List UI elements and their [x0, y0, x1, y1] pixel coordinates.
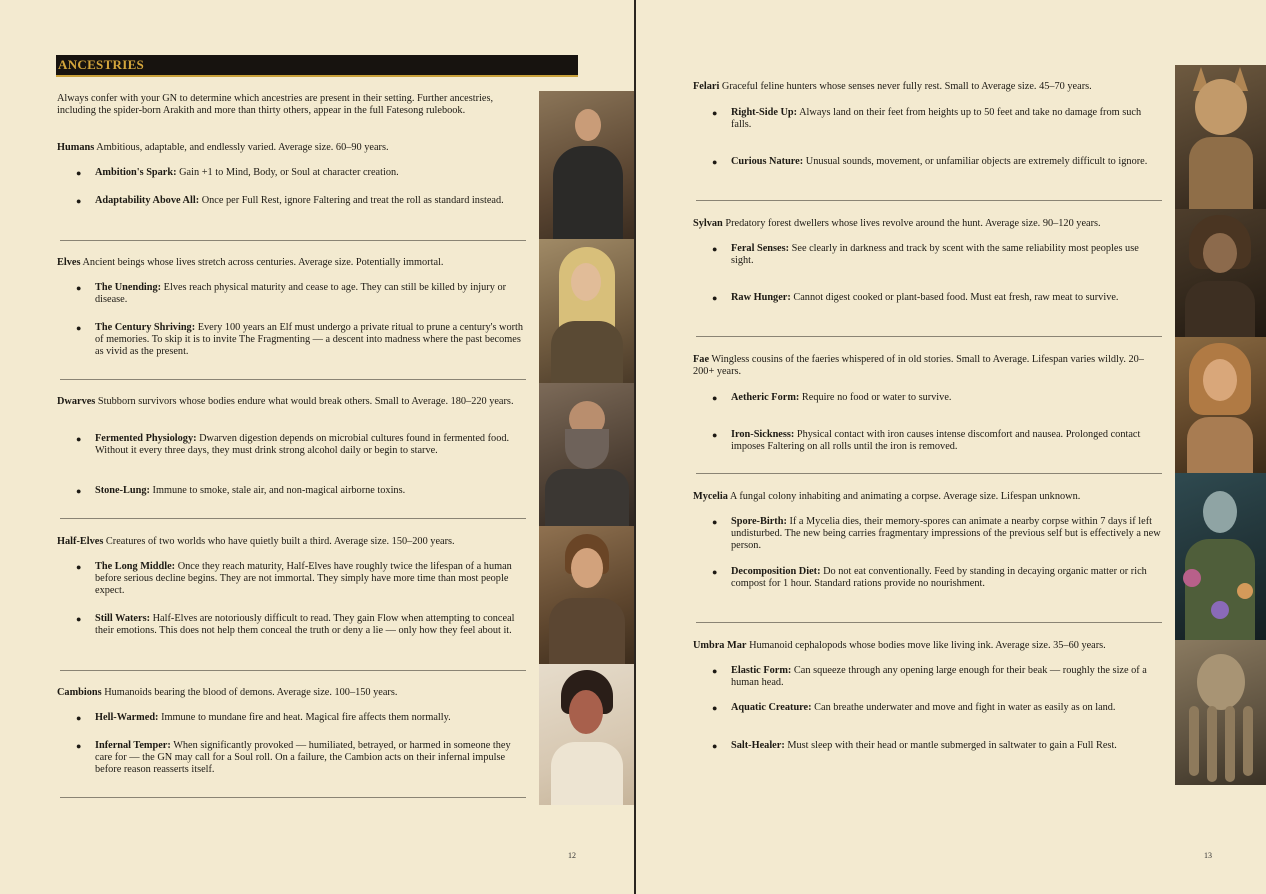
ancestry-name: Felari — [693, 81, 720, 92]
ancestry-description: Graceful feline hunters whose senses never fully rest. Small to Average size. 45–70 years. — [721, 81, 1092, 92]
trait-name: Aetheric Form: — [731, 392, 800, 403]
ancestry-name: Umbra Mar — [693, 640, 747, 651]
divider — [696, 336, 1162, 337]
bullet-icon: ● — [76, 196, 82, 206]
divider — [696, 473, 1162, 474]
bullet-icon: ● — [76, 434, 82, 444]
cambion-portrait — [539, 664, 634, 805]
sylvan-portrait — [1175, 209, 1266, 337]
portrait-flower — [1211, 601, 1229, 619]
ancestry-name: Humans — [57, 142, 95, 153]
ancestry-name: Fae — [693, 354, 710, 365]
bullet-icon: ● — [712, 567, 718, 577]
trait-name: The Unending: — [95, 282, 162, 293]
portrait-body — [1187, 417, 1253, 473]
trait-text: Must sleep with their head or mantle submerged in saltwater to gain a Full Rest. — [787, 740, 1117, 751]
ancestry-description: Humanoid cephalopods whose bodies move like living ink. Average size. 35–60 years. — [749, 640, 1106, 651]
trait-item — [76, 485, 527, 497]
bullet-icon: ● — [712, 517, 718, 527]
ancestry-description: Ancient beings whose lives stretch across centuries. Average size. Potentially immortal. — [82, 257, 444, 268]
ancestry-name: Mycelia — [693, 491, 728, 502]
divider — [60, 518, 526, 519]
divider — [696, 622, 1162, 623]
portrait-beard — [565, 429, 609, 469]
bullet-icon: ● — [76, 323, 82, 333]
trait-name: Fermented Physiology: — [95, 433, 197, 444]
bullet-icon: ● — [76, 562, 82, 572]
trait-item — [76, 740, 527, 776]
ancestry-heading — [693, 218, 1168, 230]
divider — [60, 670, 526, 671]
trait-item — [712, 243, 1161, 267]
trait-name: Infernal Temper: — [95, 740, 171, 751]
bullet-icon: ● — [76, 741, 82, 751]
trait-text: Always land on their feet from heights up to 50 feet and take no damage from such falls. — [731, 107, 1142, 130]
felari-portrait — [1175, 65, 1266, 209]
portrait-tentacle — [1189, 706, 1199, 776]
ancestry-heading — [57, 687, 527, 699]
trait-name: Raw Hunger: — [731, 292, 791, 303]
trait-name: Adaptability Above All: — [95, 195, 200, 206]
portrait-tentacle — [1207, 706, 1217, 782]
trait-text: Immune to mundane fire and heat. Magical fire affects them normally. — [161, 712, 451, 723]
umbra-mar-portrait — [1175, 640, 1266, 785]
trait-item — [76, 433, 535, 457]
divider — [60, 797, 526, 798]
trait-item — [76, 561, 535, 597]
portrait-face — [1203, 359, 1237, 401]
half-elf-portrait — [539, 526, 634, 664]
trait-text: Can breathe underwater and move and fight in water as easily as on land. — [814, 702, 1116, 713]
trait-text: Dwarven digestion depends on microbial cultures found in fermented food. Without it every three days, they must drink strong alcohol daily or begin to starve. — [95, 433, 510, 456]
dwarf-portrait — [539, 383, 634, 526]
page-number: 12 — [568, 851, 576, 860]
ancestry-heading — [57, 257, 527, 269]
right-page — [636, 0, 1266, 894]
trait-name: Decomposition Diet: — [731, 566, 821, 577]
trait-item — [76, 167, 527, 179]
portrait-armor — [545, 469, 629, 526]
ancestry-heading — [57, 396, 527, 408]
trait-text: Once they reach maturity, Half-Elves have roughly twice the lifespan of a human before serious decline begins. They are not immortal. They simply have more time than most people expect. — [95, 561, 512, 596]
trait-name: Iron-Sickness: — [731, 429, 795, 440]
bullet-icon: ● — [712, 430, 718, 440]
ancestry-description: Predatory forest dwellers whose lives revolve around the hunt. Average size. 90–120 years. — [725, 218, 1101, 229]
portrait-tunic — [551, 321, 623, 383]
trait-name: Stone-Lung: — [95, 485, 150, 496]
trait-text: Once per Full Rest, ignore Faltering and treat the roll as standard instead. — [201, 195, 504, 206]
bullet-icon: ● — [712, 244, 718, 254]
ancestry-heading — [693, 491, 1163, 503]
bullet-icon: ● — [712, 157, 718, 167]
ancestry-heading — [57, 536, 527, 548]
portrait-shirt — [551, 742, 623, 805]
bullet-icon: ● — [712, 293, 718, 303]
bullet-icon: ● — [76, 713, 82, 723]
trait-item — [712, 740, 1161, 752]
trait-item — [712, 392, 1161, 404]
ancestry-heading — [57, 142, 527, 154]
ancestry-name: Sylvan — [693, 218, 723, 229]
bullet-icon: ● — [712, 393, 718, 403]
divider — [696, 200, 1162, 201]
section-banner — [56, 55, 578, 77]
ancestry-description: Humanoids bearing the blood of demons. Average size. 100–150 years. — [104, 687, 398, 698]
ancestry-description: Wingless cousins of the faeries whispered of in old stories. Small to Average. Lifespan varies wildly. 20–200+ years. — [693, 354, 1144, 377]
ancestry-description: Creatures of two worlds who have quietly built a third. Average size. 150–200 years. — [105, 536, 455, 547]
trait-text: If a Mycelia dies, their memory-spores can animate a nearby corpse within 7 days if left undisturbed. The new being carries fragmentary impressions of the previous self but is effectively a new person. — [731, 516, 1161, 551]
ancestry-heading — [693, 640, 1168, 652]
trait-text: Unusual sounds, movement, or unfamiliar objects are extremely difficult to ignore. — [805, 156, 1148, 167]
ancestry-name: Elves — [57, 257, 81, 268]
trait-text: Gain +1 to Mind, Body, or Soul at character creation. — [179, 167, 399, 178]
human-portrait — [539, 91, 634, 239]
trait-name: The Long Middle: — [95, 561, 176, 572]
trait-name: Hell-Warmed: — [95, 712, 159, 723]
divider — [60, 379, 526, 380]
trait-text: Physical contact with iron causes intense discomfort and nausea. Prolonged contact imposes Faltering on all rolls until the iron is removed. — [731, 429, 1141, 452]
section-title: ANCESTRIES — [58, 57, 145, 72]
portrait-face — [569, 690, 603, 734]
fae-portrait — [1175, 337, 1266, 473]
trait-name: Elastic Form: — [731, 665, 792, 676]
trait-text: Elves reach physical maturity and cease to age. They can still be killed by injury or disease. — [95, 282, 507, 305]
trait-text: When significantly provoked — humiliated, betrayed, or harmed in someone they care for — the GN may call for a Soul roll. On a failure, the Cambion acts on their infernal impulse before reason reasserts itself. — [95, 740, 511, 775]
ancestry-description: A fungal colony inhabiting and animating a corpse. Average size. Lifespan unknown. — [729, 491, 1081, 502]
portrait-tunic — [549, 598, 625, 664]
trait-name: Feral Senses: — [731, 243, 790, 254]
portrait-flower — [1183, 569, 1201, 587]
trait-text: Can squeeze through any opening large enough for their beak — roughly the size of a human head. — [731, 665, 1147, 688]
ancestry-description: Stubborn survivors whose bodies endure what would break others. Small to Average. 180–220 years. — [97, 396, 514, 407]
divider — [60, 240, 526, 241]
portrait-face — [571, 548, 603, 588]
trait-name: Curious Nature: — [731, 156, 804, 167]
portrait-face — [571, 263, 601, 301]
portrait-flower — [1237, 583, 1253, 599]
trait-text: Cannot digest cooked or plant-based food. Must eat fresh, raw meat to survive. — [793, 292, 1119, 303]
trait-item — [712, 665, 1167, 689]
ancestry-heading — [693, 81, 1163, 93]
bullet-icon: ● — [76, 614, 82, 624]
trait-item — [712, 702, 1161, 714]
bullet-icon: ● — [76, 486, 82, 496]
intro-paragraph: Always confer with your GN to determine which ancestries are present in their setting. Further ancestries, including the spider-born Arakith and more than thirty others, appear in the full Fatesong rulebook. — [57, 93, 494, 116]
page-number: 13 — [1204, 851, 1212, 860]
trait-text: Every 100 years an Elf must undergo a private ritual to prune a century's worth of memories. To skip it is to invite The Fragmenting — a descent into madness where the past becomes as vivid as the present. — [95, 322, 524, 357]
trait-item — [76, 613, 527, 637]
bullet-icon: ● — [76, 168, 82, 178]
trait-text: See clearly in darkness and track by scent with the same reliability most peoples use sight. — [731, 243, 1139, 266]
bullet-icon: ● — [712, 741, 718, 751]
trait-item — [712, 156, 1167, 168]
elf-portrait — [539, 239, 634, 383]
trait-name: Aquatic Creature: — [731, 702, 812, 713]
trait-text: Require no food or water to survive. — [801, 392, 952, 403]
trait-item — [76, 282, 527, 306]
mycelia-portrait — [1175, 473, 1266, 640]
bullet-icon: ● — [712, 108, 718, 118]
ancestry-name: Half-Elves — [57, 536, 104, 547]
trait-name: Ambition's Spark: — [95, 167, 177, 178]
bullet-icon: ● — [76, 283, 82, 293]
portrait-head — [1197, 654, 1245, 710]
trait-item — [712, 107, 1161, 131]
ancestry-heading — [693, 354, 1163, 378]
ancestry-description: Ambitious, adaptable, and endlessly varied. Average size. 60–90 years. — [96, 142, 389, 153]
portrait-cloak — [553, 146, 623, 239]
trait-name: Salt-Healer: — [731, 740, 785, 751]
portrait-tentacle — [1243, 706, 1253, 776]
trait-name: The Century Shriving: — [95, 322, 196, 333]
trait-item — [76, 322, 527, 358]
trait-item — [712, 566, 1161, 590]
trait-text: Do not eat conventionally. Feed by standing in decaying organic matter or rich compost for 1 hour. Standard rations provide no nourishment. — [731, 566, 1147, 589]
portrait-face — [575, 109, 601, 141]
trait-name: Spore-Birth: — [731, 516, 787, 527]
portrait-face — [1203, 233, 1237, 273]
trait-text: Immune to smoke, stale air, and non-magical airborne toxins. — [152, 485, 406, 496]
bullet-icon: ● — [712, 666, 718, 676]
bullet-icon: ● — [712, 703, 718, 713]
portrait-face — [1203, 491, 1237, 533]
trait-text: Half-Elves are notoriously difficult to read. They gain Flow when attempting to conceal their emotions. This does not help them conceal the truth or deny a lie — only how they feel about it. — [95, 613, 515, 636]
trait-item — [76, 712, 527, 724]
portrait-body — [1189, 137, 1253, 209]
trait-item — [712, 429, 1161, 453]
ancestry-name: Dwarves — [57, 396, 96, 407]
trait-name: Right-Side Up: — [731, 107, 798, 118]
portrait-tentacle — [1225, 706, 1235, 782]
trait-item — [712, 516, 1167, 552]
trait-name: Still Waters: — [95, 613, 151, 624]
ancestry-name: Cambions — [57, 687, 102, 698]
trait-item — [712, 292, 1161, 304]
trait-item — [76, 195, 515, 207]
portrait-face — [1195, 79, 1247, 135]
portrait-body — [1185, 281, 1255, 337]
